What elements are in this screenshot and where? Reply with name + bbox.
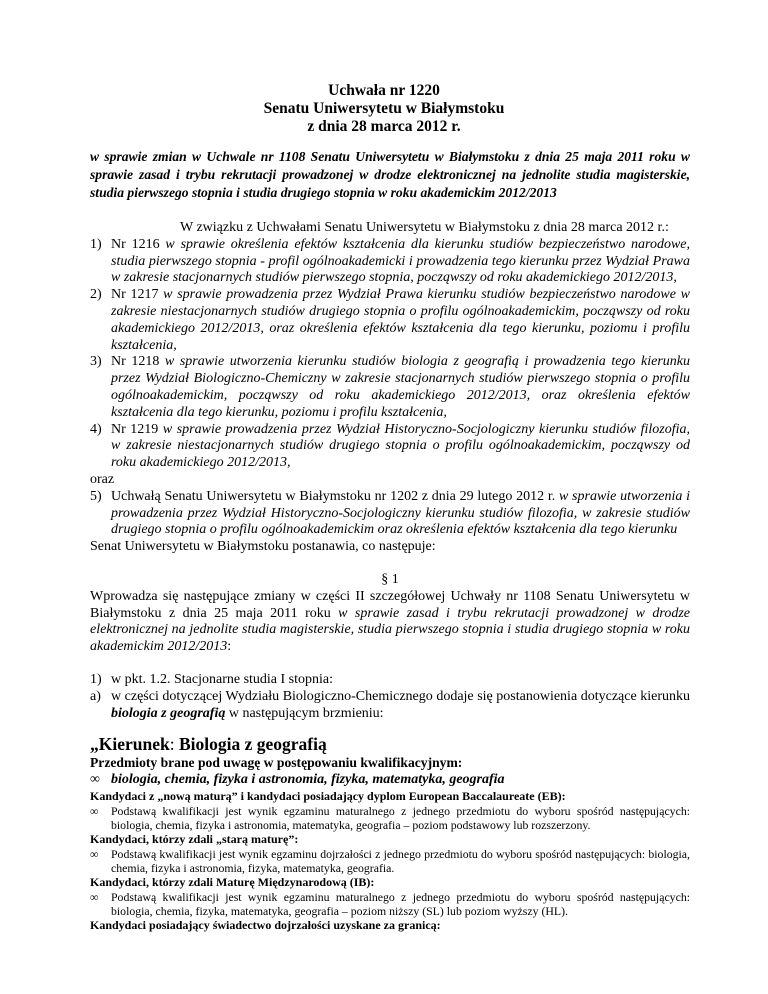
resolution-date: z dnia 28 marca 2012 r.	[307, 118, 461, 135]
infinity-bullet-icon: ∞	[90, 846, 99, 861]
section-heading: Kandydaci posiadający świadectwo dojrzałości uzyskane za granicą:	[90, 917, 441, 932]
senate-name: Senatu Uniwersytetu w Białymstoku	[263, 100, 505, 117]
document-body	[90, 220, 690, 933]
resolution-number: Uchwała nr 1220	[328, 82, 440, 99]
infinity-bullet-icon: ∞	[90, 803, 99, 818]
infinity-bullet-icon: ∞	[90, 889, 99, 904]
list-item: 2) Nr 1217 w sprawie prowadzenia przez Wydział Prawa kierunku studiów bezpieczeństwo narodowe w zakresie niestacjonarnych studiów drugiego stopnia o profilu ogólnoakademickim, począwszy od roku akademickiego 2012/2013, oraz określenia efektów kształcenia dla tego kierunku, poziomu i profilu kształcenia,	[90, 287, 691, 353]
section-paragraph: Wprowadza się następujące zmiany w części II szczegółowej Uchwały nr 1108 Senatu Uniwersytetu w Białymstoku z dnia 25 maja 2011 roku w sprawie zasad i trybu rekrutacji prowadzonej w drodze elektronicznej na jednolite studia magisterskie, studia pierwszego stopnia i studia drugiego stopnia w roku akademickim 2012/2013:	[90, 588, 690, 655]
list-item: a) w części dotyczącej Wydziału Biologiczno-Chemicznego dodaje się postanowienia dotyczące kierunku biologia z geografią w następującym brzmieniu:	[90, 688, 690, 721]
bullet-item: ∞ Podstawą kwalifikacji jest wynik egzaminu maturalnego z jednego przedmiotu do wyboru spośród następujących: biologia, chemia, fizyka i astronomia, matematyka, geografia – poziom podstawowy lub rozszerzony.	[90, 803, 690, 832]
list-item: 1) Nr 1216 w sprawie określenia efektów kształcenia dla kierunku studiów bezpieczeństwo narodowe, studia pierwszego stopnia - profil ogólnoakademicki i prowadzenia tego kierunku przez Wydział Prawa w zakresie stacjonarnych studiów pierwszego stopnia, począwszy od roku akademickiego 2012/2013,	[90, 236, 690, 286]
list-item: 3) Nr 1218 w sprawie utworzenia kierunku studiów biologia z geografią i prowadzenia tego kierunku przez Wydział Biologiczno-Chemiczny w zakresie stacjonarnych studiów pierwszego stopnia o profilu ogólnoakademickim, począwszy od roku akademickiego 2012/2013, oraz określenia efektów kształcenia dla tego kierunku, poziomu i profilu kształcenia,	[90, 354, 690, 420]
section-mark: § 1	[381, 571, 399, 587]
resolution-subject: w sprawie zmian w Uchwale nr 1108 Senatu Uniwersytetu w Białymstoku z dnia 25 maja 2011 roku w sprawie zasad i trybu rekrutacji prowadzonej w drodze elektronicznej na jednolite studia magisterskie, studia pierwszego stopnia i studia drugiego stopnia w roku akademickim 2012/2013	[90, 149, 690, 200]
section-heading: Kandydaci, którzy zdali Maturę Międzynarodową (IB):	[90, 874, 375, 889]
senate-decision: Senat Uniwersytetu w Białymstoku postanawia, co następuje:	[90, 539, 436, 555]
oraz-text: oraz	[90, 471, 115, 487]
infinity-bullet-icon: ∞	[90, 771, 100, 787]
bullet-item: ∞ Podstawą kwalifikacji jest wynik egzaminu dojrzałości z jednego przedmiotu do wyboru spośród następujących: biologia, chemia, fizyka i astronomia, fizyka, matematyka, geografia.	[90, 846, 690, 875]
kierunek-title: „Kierunek: Biologia z geografią	[90, 734, 327, 755]
section-heading: Kandydaci, którzy zdali „starą maturę”:	[90, 831, 299, 846]
section-heading: Przedmioty brane pod uwagę w postępowaniu kwalifikacyjnym:	[90, 755, 463, 771]
resolution-header	[0, 82, 768, 136]
bullet-item: ∞ Podstawą kwalifikacji jest wynik egzaminu maturalnego z jednego przedmiotu do wyboru spośród następujących: biologia, chemia, fizyka, matematyka, geografia – poziom niższy (SL) lub poziom wyższy (HL).	[90, 889, 690, 918]
bullet-item: ∞ biologia, chemia, fizyka i astronomia, fizyka, matematyka, geografia	[90, 771, 505, 787]
list-item: 1) w pkt. 1.2. Stacjonarne studia I stopnia:	[90, 671, 334, 687]
list-item: 4) Nr 1219 w sprawie prowadzenia przez Wydział Historyczno-Socjologiczny kierunku studiów filozofia, w zakresie niestacjonarnych studiów drugiego stopnia o profilu ogólnoakademickim, począwszy od roku akademickiego 2012/2013,	[90, 421, 690, 471]
list-item: 5) Uchwałą Senatu Uniwersytetu w Białymstoku nr 1202 z dnia 29 lutego 2012 r. w sprawie utworzenia i prowadzenia przez Wydział Historyczno-Socjologiczny kierunku studiów filozofia, w zakresie studiów drugiego stopnia o profilu ogólnoakademickim oraz określenia efektów kształcenia dla tego kierunku	[90, 488, 690, 538]
intro-paragraph: W związku z Uchwałami Senatu Uniwersytetu w Białymstoku z dnia 28 marca 2012 r.:	[180, 220, 669, 235]
section-heading: Kandydaci z „nową maturą” i kandydaci posiadający dyplom European Baccalaureate (EB):	[90, 788, 566, 803]
